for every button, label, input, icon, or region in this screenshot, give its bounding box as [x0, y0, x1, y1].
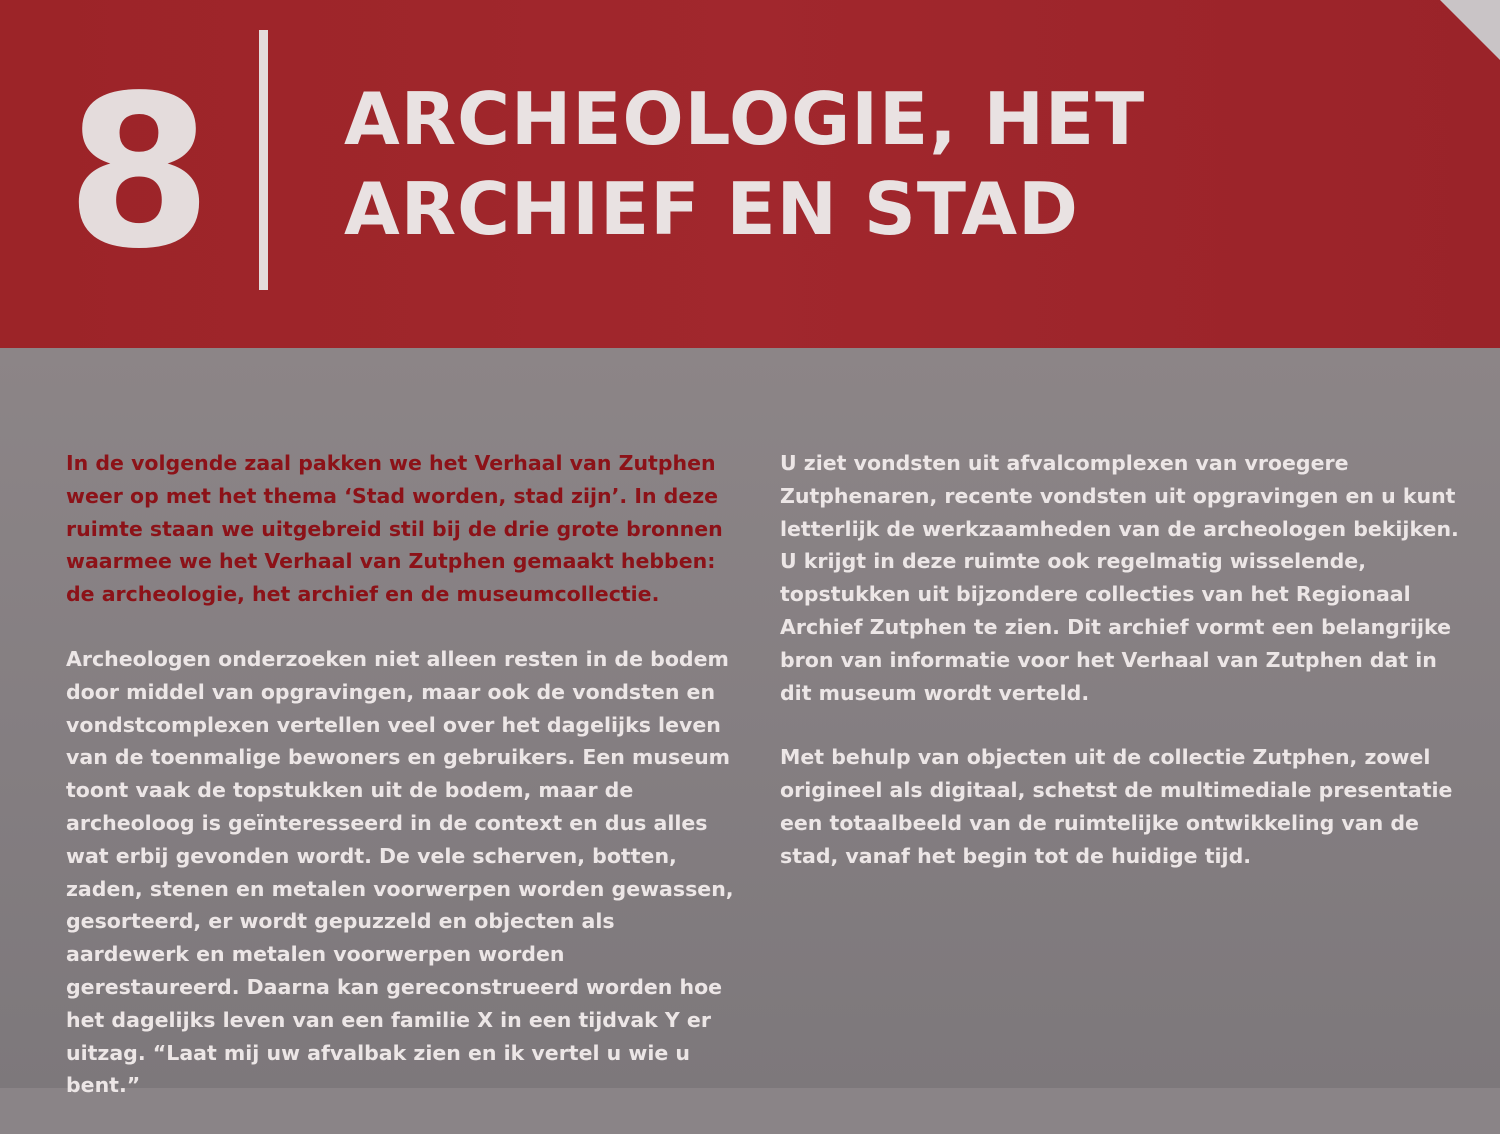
section-number: 8 — [66, 50, 213, 295]
archaeology-paragraph: Archeologen onderzoeken niet alleen resten in de bodem door middel van opgravingen, maar ook de vondsten en vondstcomplexen vertellen veel over het dagelijks leven van de toenmalige bewoners en gebruikers. Een museum toont vaak de topstukken uit de bodem, maar de archeoloog is geïnteresseerd in de context en dus alles wat erbij gevonden wordt. De vele scherven, botten, zaden, stenen en metalen voorwerpen worden gewassen, gesorteerd, er wordt gepuzzeld en objecten als aardewerk en metalen voorwerpen worden gerestaureerd. Daarna kan gereconstrueerd worden hoe het dagelijks leven van een familie X in een tijdvak Y er uitzag. “Laat mij uw afvalbak zien en ik vertel u wie u bent.” — [66, 646, 734, 1098]
right-column — [780, 447, 1460, 905]
corner-fold — [1440, 0, 1500, 60]
header-band — [0, 0, 1500, 348]
collection-paragraph: Met behulp van objecten uit de collectie Zutphen, zowel origineel als digitaal, schetst de multimediale presentatie een totaalbeeld van de ruimtelijke ontwikkeling van de stad, vanaf het begin tot de huidige tijd. — [780, 745, 1453, 868]
left-column — [66, 447, 736, 1134]
intro-paragraph: In de volgende zaal pakken we het Verhaal van Zutphen weer op met het thema ‘Stad worden, stad zijn’. In deze ruimte staan we uitgebreid stil bij de drie grote bronnen waarmee we het Verhaal van Zutphen gemaakt hebben: de archeologie, het archief en de museumcollectie. — [66, 451, 723, 607]
title-line-2: ARCHIEF EN STAD — [344, 167, 1079, 251]
page-title — [344, 74, 1444, 254]
archive-paragraph: U ziet vondsten uit afvalcomplexen van vroegere Zutphenaren, recente vondsten uit opgravingen en u kunt letterlijk de werkzaamheden van de archeologen bekijken. U krijgt in deze ruimte ook regelmatig wisselende, topstukken uit bijzondere collecties van het Regionaal Archief Zutphen te zien. Dit archief vormt een belangrijke bron van informatie voor het Verhaal van Zutphen dat in dit museum wordt verteld. — [780, 451, 1459, 705]
title-line-1: ARCHEOLOGIE, HET — [344, 77, 1146, 161]
vertical-divider — [259, 30, 268, 290]
